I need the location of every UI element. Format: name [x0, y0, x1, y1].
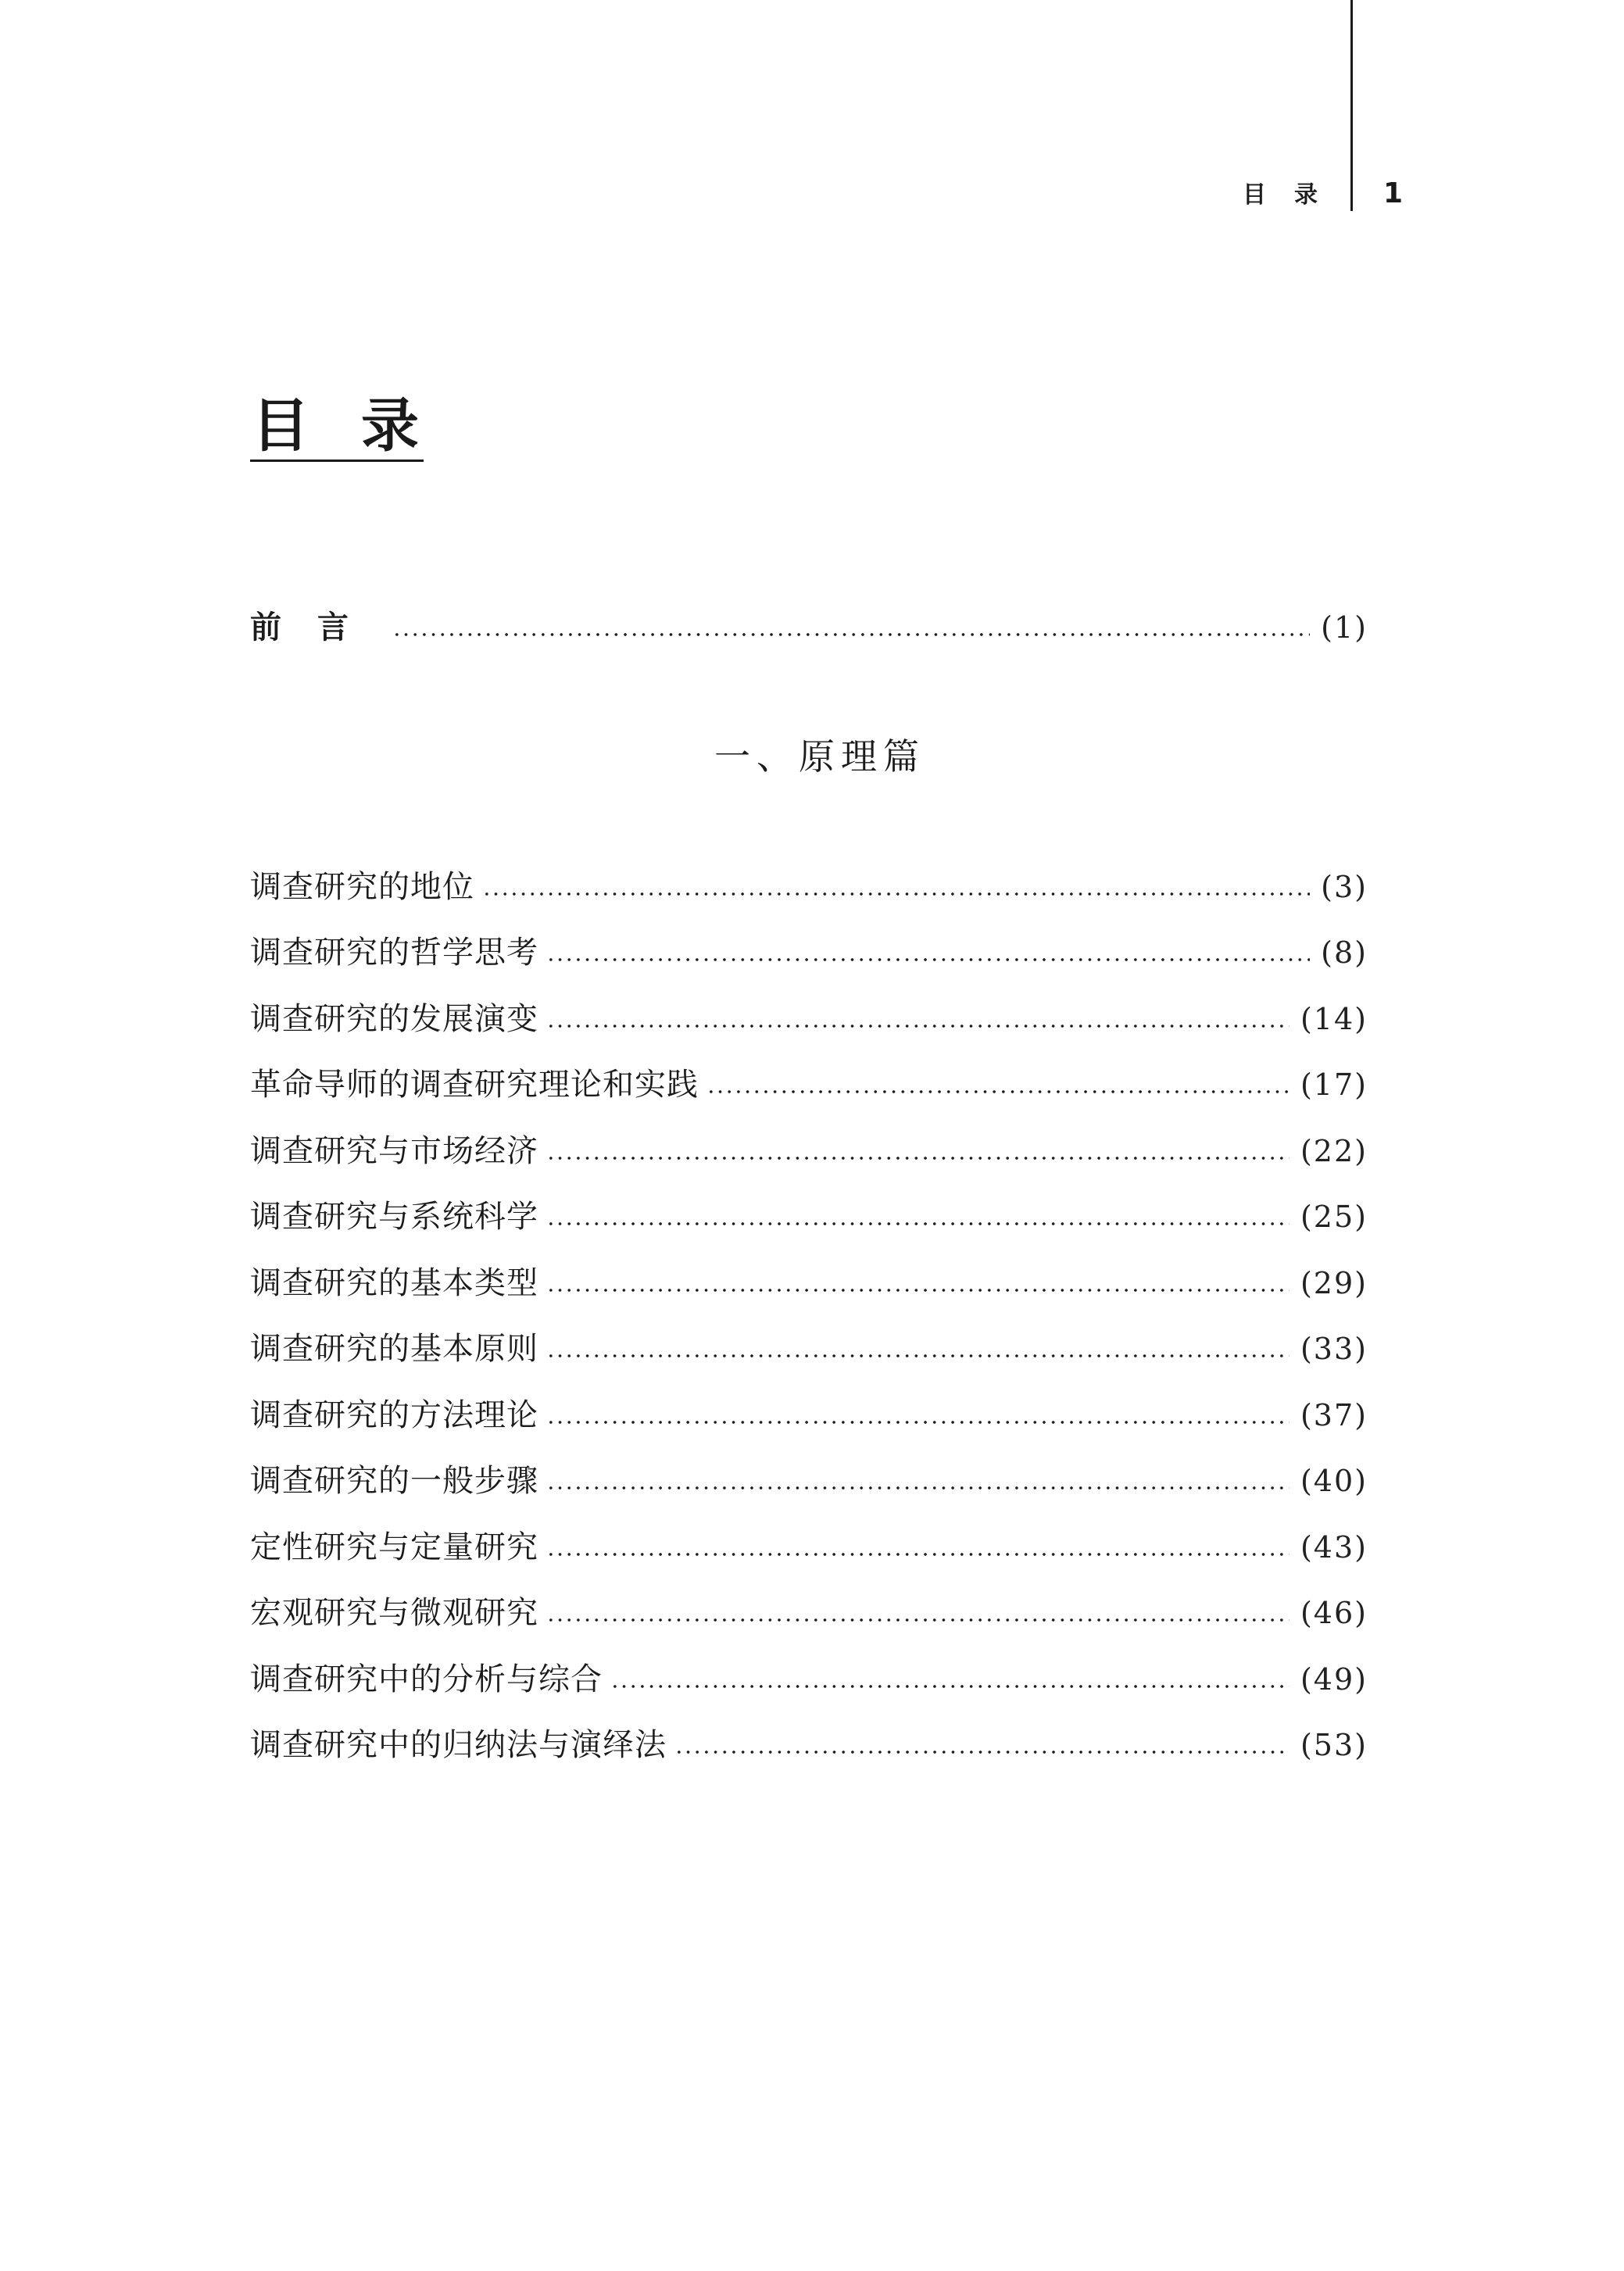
toc-entry[interactable]: [250, 1195, 1368, 1239]
toc-entry-title: 宏观研究与微观研究: [250, 1595, 538, 1631]
toc-entry[interactable]: [250, 1658, 1368, 1701]
toc-entry-title: 调查研究的方法理论: [250, 1397, 538, 1433]
toc-entry[interactable]: [250, 1591, 1368, 1635]
toc-entry-page: (3): [1321, 870, 1368, 904]
dot-leader: [546, 1157, 1290, 1160]
toc-entry[interactable]: [250, 1723, 1368, 1767]
toc-entry-page: (29): [1300, 1266, 1368, 1300]
dot-leader: [546, 1289, 1290, 1292]
toc-entry[interactable]: [250, 1063, 1368, 1107]
dot-leader: [546, 1222, 1290, 1225]
toc-entry-page: (17): [1300, 1068, 1368, 1102]
toc-entry-page: (22): [1300, 1134, 1368, 1168]
dot-leader: [546, 1553, 1290, 1556]
toc-entry-title: 革命导师的调查研究理论和实践: [250, 1067, 699, 1103]
dot-leader: [546, 1421, 1290, 1424]
toc-entry-page: (53): [1300, 1728, 1368, 1762]
toc-entry[interactable]: [250, 1327, 1368, 1371]
heading-underline: [250, 460, 424, 462]
toc-entry-preface[interactable]: [250, 606, 1368, 649]
page-number: 1: [1383, 177, 1404, 209]
dot-leader: [546, 1486, 1290, 1490]
toc-entry-title: 定性研究与定量研究: [250, 1529, 538, 1565]
toc-entry[interactable]: [250, 1129, 1368, 1173]
toc-entry-title: 前言: [250, 610, 385, 646]
dot-leader: [674, 1751, 1290, 1754]
toc-entry[interactable]: [250, 997, 1368, 1041]
toc-entry-title: 调查研究的地位: [250, 869, 474, 905]
dot-leader: [482, 892, 1310, 896]
toc-entry-page: (25): [1300, 1200, 1368, 1234]
toc-entry-title: 调查研究的哲学思考: [250, 935, 538, 971]
toc-entry-page: (40): [1300, 1464, 1368, 1498]
section-heading: 一、原理篇: [714, 735, 925, 778]
dot-leader: [546, 1618, 1290, 1622]
toc-entry-title: 调查研究的一般步骤: [250, 1463, 538, 1499]
toc-heading: 目录: [252, 392, 470, 460]
toc-entry-title: 调查研究中的归纳法与演绎法: [250, 1727, 667, 1763]
toc-entry[interactable]: [250, 1261, 1368, 1305]
toc-entry[interactable]: [250, 865, 1368, 909]
toc-entry-title: 调查研究与市场经济: [250, 1133, 538, 1169]
dot-leader: [706, 1090, 1290, 1093]
toc-entry-page: (37): [1300, 1398, 1368, 1432]
toc-entry-page: (46): [1300, 1596, 1368, 1630]
toc-entry-title: 调查研究与系统科学: [250, 1199, 538, 1235]
toc-entry-title: 调查研究中的分析与综合: [250, 1661, 603, 1697]
running-title: 目录: [1243, 181, 1346, 209]
dot-leader: [610, 1685, 1290, 1688]
toc-entry-page: (43): [1300, 1530, 1368, 1565]
dot-leader: [546, 1354, 1290, 1357]
toc-entry-page: (14): [1300, 1002, 1368, 1036]
toc-entry[interactable]: [250, 1393, 1368, 1437]
toc-entry-page: (8): [1321, 935, 1368, 970]
toc-entry-page: (49): [1300, 1662, 1368, 1697]
toc-entry-page: (33): [1300, 1332, 1368, 1366]
dot-leader: [546, 1025, 1290, 1028]
toc-entry-title: 调查研究的基本原则: [250, 1331, 538, 1367]
toc-entry[interactable]: [250, 1459, 1368, 1503]
toc-entry-title: 调查研究的基本类型: [250, 1265, 538, 1301]
header-divider: [1350, 0, 1353, 211]
toc-entry-page: (1): [1321, 610, 1368, 645]
dot-leader: [546, 958, 1310, 961]
toc-entry[interactable]: [250, 1525, 1368, 1569]
dot-leader: [392, 633, 1310, 636]
toc-entry[interactable]: [250, 931, 1368, 975]
toc-entry-title: 调查研究的发展演变: [250, 1001, 538, 1037]
